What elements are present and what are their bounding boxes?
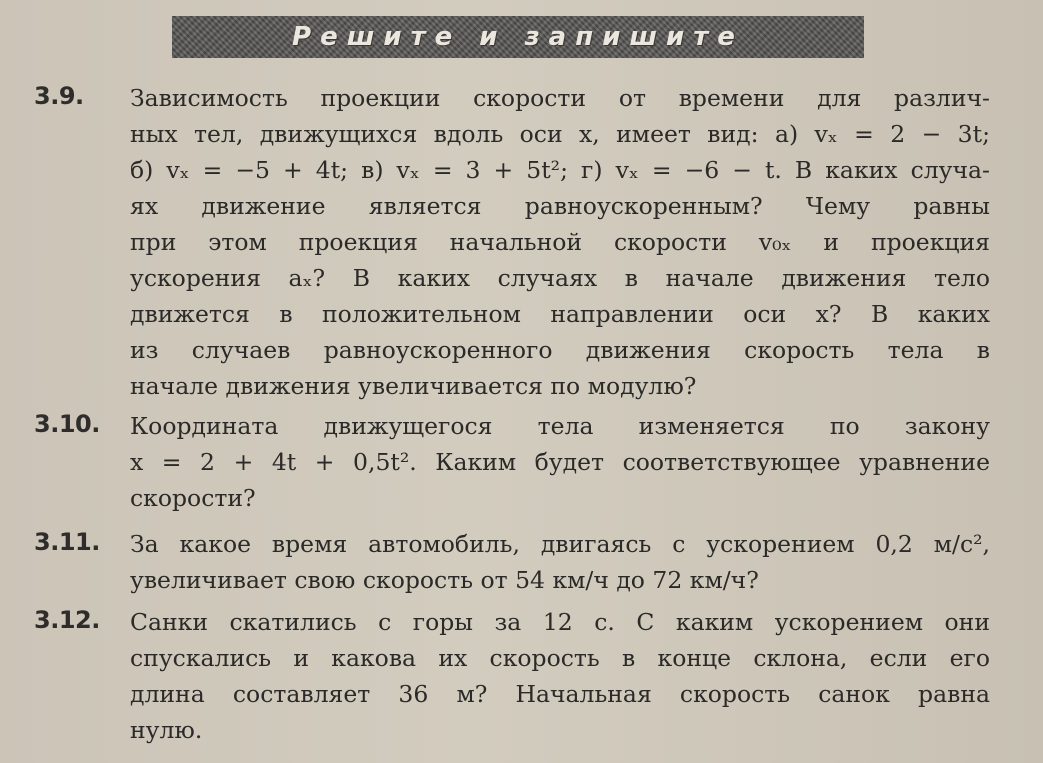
problem-line: ускорения aₓ? В каких случаях в начале движения тело: [130, 264, 990, 292]
section-banner: [172, 16, 864, 58]
problem-number: 3.12.: [34, 606, 100, 634]
problem-line: скорости?: [130, 484, 256, 512]
problem-line: ях движение является равноускоренным? Чему равны: [130, 192, 990, 220]
problem-line: нулю.: [130, 716, 203, 744]
problem-line: x = 2 + 4t + 0,5t². Каким будет соответствующее уравнение: [130, 448, 990, 476]
problem-line: начале движения увеличивается по модулю?: [130, 372, 697, 400]
problem-line: увеличивает свою скорость от 54 км/ч до 72 км/ч?: [130, 566, 759, 594]
problem-line: движется в положительном направлении оси x? В каких: [130, 300, 990, 328]
problem-line: Зависимость проекции скорости от времени для различ-: [130, 84, 990, 112]
problem-line: ных тел, движущихся вдоль оси x, имеет вид: а) vₓ = 2 − 3t;: [130, 120, 990, 148]
problem-line: За какое время автомобиль, двигаясь с ускорением 0,2 м/с²,: [130, 530, 990, 558]
problem-number: 3.9.: [34, 82, 84, 110]
problem-line: спускались и какова их скорость в конце склона, если его: [130, 644, 990, 672]
problem-number: 3.10.: [34, 410, 100, 438]
banner-title: Решите и запишите: [292, 22, 744, 52]
problem-line: из случаев равноускоренного движения скорость тела в: [130, 336, 990, 364]
problem-line: длина составляет 36 м? Начальная скорость санок равна: [130, 680, 990, 708]
problem-line: Санки скатились с горы за 12 с. С каким ускорением они: [130, 608, 990, 636]
problem-line: б) vₓ = −5 + 4t; в) vₓ = 3 + 5t²; г) vₓ = −6 − t. В каких случа-: [130, 156, 990, 184]
problem-line: Координата движущегося тела изменяется по закону: [130, 412, 990, 440]
problem-number: 3.11.: [34, 528, 100, 556]
problem-line: при этом проекция начальной скорости v₀ₓ и проекция: [130, 228, 990, 256]
